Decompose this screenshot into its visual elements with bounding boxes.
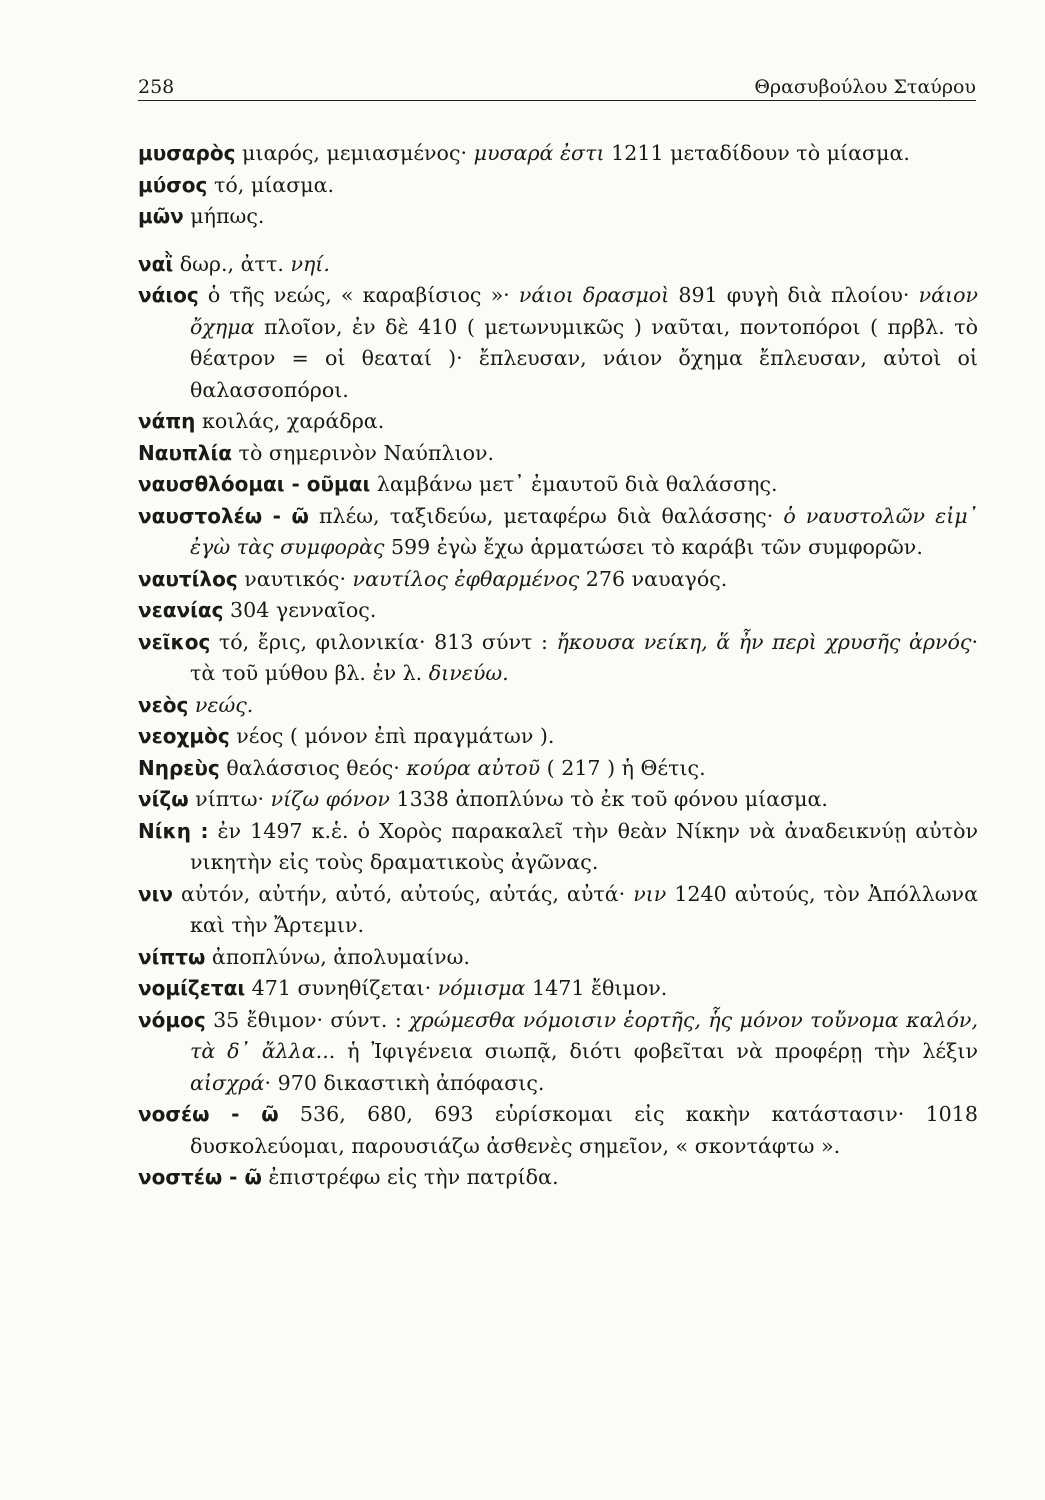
entry-text: 891 φυγὴ διὰ πλοίου· xyxy=(669,283,919,307)
entry-text: λαμβάνω μετ᾽ ἐμαυτοῦ διὰ θαλάσσης. xyxy=(370,472,778,496)
headword: νομίζεται xyxy=(138,976,246,1000)
entry-text: ἀποπλύνω, ἀπολυμαίνω. xyxy=(205,944,470,969)
entry-text: ὁ τῆς νεώς, « καραβίσιος »· xyxy=(198,283,519,307)
headword: ναῒ xyxy=(138,251,174,276)
dictionary-entry xyxy=(138,595,978,627)
dictionary-entry xyxy=(138,942,978,974)
headword: μῶν xyxy=(138,204,184,228)
dictionary-entry xyxy=(138,249,978,281)
entry-text: 1338 ἀποπλύνω τὸ ἐκ τοῦ φόνου μίασμα. xyxy=(389,787,828,811)
entry-text: ναυτικός· xyxy=(237,566,353,591)
dictionary-entry xyxy=(138,879,978,942)
entry-text: 304 γενναῖος. xyxy=(223,598,377,622)
headword: νεανίας xyxy=(138,598,224,622)
dictionary-entry xyxy=(138,280,978,406)
headword: νίπτω xyxy=(138,944,206,969)
dictionary-entry xyxy=(138,564,978,596)
dictionary-entry xyxy=(138,438,978,470)
entry-quote: χρώμεσθα νόμοισιν ἑορτῆς, ἧς μόνον τοὔνομα καλόν, τὰ δ᾽ ἄλλα... xyxy=(190,1007,978,1063)
entry-text: μήπως. xyxy=(183,204,265,228)
dictionary-entry xyxy=(138,138,978,170)
entry-text: τό, μίασμα. xyxy=(207,172,335,197)
dictionary-entry xyxy=(138,721,978,753)
entry-quote: νιν xyxy=(633,881,667,906)
headword: νεὸς xyxy=(138,692,189,717)
entry-text: 1471 ἔθιμον. xyxy=(525,976,668,1000)
headword: Νίκη : xyxy=(138,818,209,843)
headword: νοσέω - ῶ xyxy=(138,1102,279,1126)
entry-text: τὸ σημερινὸν Ναύπλιον. xyxy=(232,440,495,465)
headword: ναυτίλος xyxy=(138,566,238,591)
entry-quote: δινεύω. xyxy=(428,661,509,685)
entry-quote: μυσαρά ἐστι xyxy=(473,141,605,165)
dictionary-entry xyxy=(138,1005,978,1100)
entry-text: μιαρός, μεμιασμένος· xyxy=(235,141,474,165)
entry-text: 35 ἔθιμον· σύντ. : xyxy=(205,1007,410,1032)
entry-text: ἡ Ἰφιγένεια σιωπᾷ, διότι φοβεῖται νὰ προφέρῃ τὴν λέξιν xyxy=(335,1039,978,1063)
entry-quote: νεώς. xyxy=(194,692,254,717)
entry-quote: αἰσχρά xyxy=(190,1070,265,1095)
section-gap xyxy=(138,233,978,249)
dictionary-entry xyxy=(138,501,978,564)
entry-text: πλοῖον, ἐν δὲ 410 ( μετωνυμικῶς ) ναῦται, ποντοπόροι ( πρβλ. τὸ θέατρον = οἱ θεαταί )· ἔπλευσαν, νάιον ὄχημα ἔπλευσαν, αὐτοὶ οἱ θαλασσοπόροι. xyxy=(190,314,978,402)
headword: Νηρεὺς xyxy=(138,755,220,780)
dictionary-entry xyxy=(138,1162,978,1194)
headword: μυσαρὸς xyxy=(138,141,236,165)
entry-text: κοιλάς, χαράδρα. xyxy=(195,409,385,433)
entry-text: τό, ἔρις, φιλονικία· 813 σύντ : xyxy=(210,629,557,654)
dictionary-entry xyxy=(138,1099,978,1162)
headword: νάπη xyxy=(138,409,196,433)
entry-text: ( 217 ) ἡ Θέτις. xyxy=(540,755,706,780)
entry-quote: νάιον ὄχημα xyxy=(190,283,978,339)
entry-quote: ναυτίλος ἐφθαρμένος xyxy=(352,566,580,591)
entry-text: αὐτόν, αὐτήν, αὐτό, αὐτούς, αὐτάς, αὐτά· xyxy=(173,881,634,906)
entry-quote: νόμισμα xyxy=(437,976,526,1000)
headword: νεῖκος xyxy=(138,629,211,654)
dictionary-entry xyxy=(138,816,978,879)
headword: μύσος xyxy=(138,172,208,197)
dictionary-body xyxy=(138,138,978,1194)
entry-text: ἐν 1497 κ.ἑ. ὁ Χορὸς παρακαλεῖ τὴν θεὰν Νίκην νὰ ἀναδεικνύῃ αὐτὸν νικητὴν εἰς τοὺς δραματικοὺς ἀγῶνας. xyxy=(190,818,978,874)
dictionary-entry xyxy=(138,973,978,1005)
entry-text: νέος ( μόνον ἐπὶ πραγμάτων ). xyxy=(229,724,555,748)
dictionary-entry xyxy=(138,784,978,816)
headword: Ναυπλία xyxy=(138,440,232,465)
headword: νιν xyxy=(138,881,174,906)
entry-text: 599 ἐγὼ ἔχω ἁρματώσει τὸ καράβι τῶν συμφορῶν. xyxy=(384,535,923,559)
entry-text: · τὰ τοῦ μύθου βλ. ἐν λ. xyxy=(190,629,978,685)
entry-text: 1240 αὐτούς, τὸν Ἀπόλλωνα καὶ τὴν Ἄρτεμιν. xyxy=(190,881,978,937)
entry-text: ἐπιστρέφω εἰς τὴν πατρίδα. xyxy=(261,1165,559,1189)
dictionary-entry xyxy=(138,170,978,202)
headword: νόμος xyxy=(138,1007,206,1032)
entry-text: 471 συνηθίζεται· xyxy=(245,976,438,1000)
page-header xyxy=(138,72,976,101)
entry-text: δωρ., ἀττ. xyxy=(173,251,291,276)
running-title: Θρασυβούλου Σταύρου xyxy=(754,76,976,98)
headword: νίζω xyxy=(138,787,189,811)
entry-quote: ὁ ναυστολῶν εἰμ᾽ ἐγὼ τὰς συμφορὰς xyxy=(190,503,978,559)
page-number: 258 xyxy=(138,76,175,98)
entry-quote: νάιοι δρασμοὶ xyxy=(518,283,670,307)
entry-text: πλέω, ταξιδεύω, μεταφέρω διὰ θαλάσσης· xyxy=(308,503,784,528)
entry-quote: ἤκουσα νείκη, ἅ ἦν περὶ χρυσῆς ἀρνός xyxy=(556,629,972,654)
entry-text: νίπτω· xyxy=(188,787,271,811)
entry-quote: κούρα αὐτοῦ xyxy=(406,755,541,780)
headword: νεοχμὸς xyxy=(138,724,230,748)
dictionary-entry xyxy=(138,753,978,785)
dictionary-entry xyxy=(138,469,978,501)
entry-text: · 970 δικαστικὴ ἀπόφασις. xyxy=(264,1070,545,1095)
headword: νάιος xyxy=(138,283,199,307)
entry-quote: νίζω φόνον xyxy=(270,787,390,811)
entry-text: θαλάσσιος θεός· xyxy=(219,755,407,780)
headword: ναυστολέω - ῶ xyxy=(138,503,309,528)
entry-text: 536, 680, 693 εὑρίσκομαι εἰς κακὴν κατάστασιν· 1018 δυσκολεύομαι, παρουσιάζω ἀσθενὲς σημεῖον, « σκοντάφτω ». xyxy=(190,1102,978,1158)
entry-text: 1211 μεταδίδουν τὸ μίασμα. xyxy=(604,141,910,165)
headword: ναυσθλόομαι - οῦμαι xyxy=(138,472,371,496)
dictionary-entry xyxy=(138,201,978,233)
entry-quote: νηί. xyxy=(290,251,330,276)
entry-text: 276 ναυαγός. xyxy=(579,566,728,591)
dictionary-entry xyxy=(138,406,978,438)
dictionary-entry xyxy=(138,627,978,690)
headword: νοστέω - ῶ xyxy=(138,1165,262,1189)
dictionary-entry xyxy=(138,690,978,722)
